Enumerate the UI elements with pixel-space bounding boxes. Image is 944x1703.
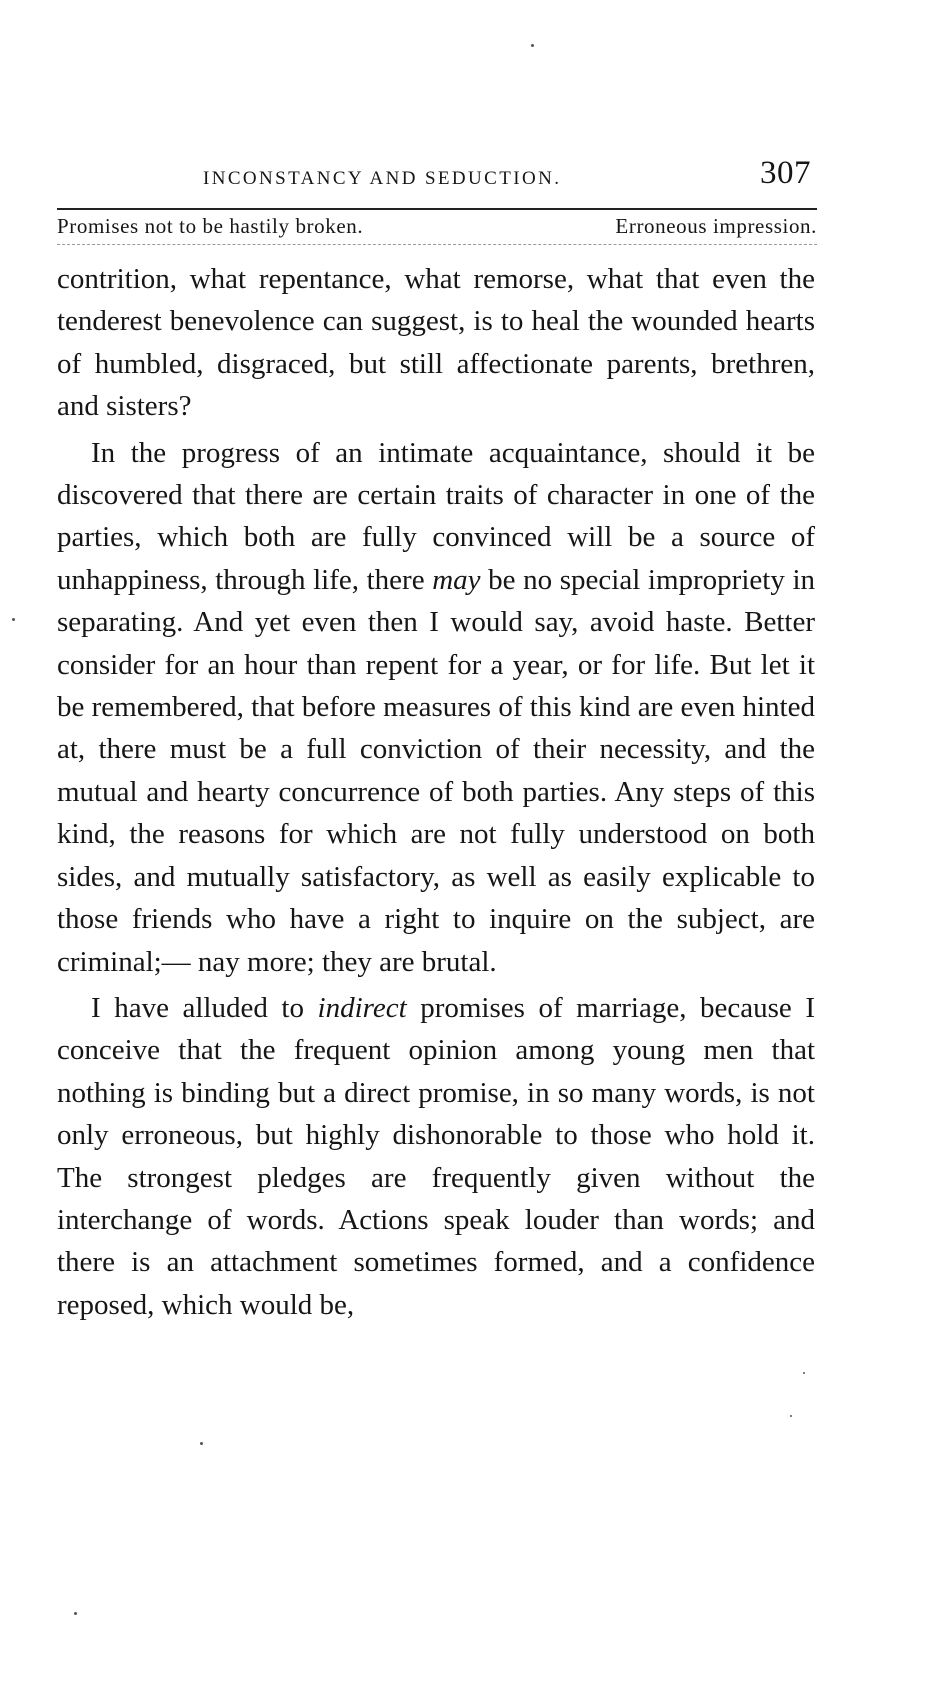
emphasis-may: may	[432, 563, 481, 596]
paragraph-1: contrition, what repentance, what remorse, what that even the tenderest benevolence can suggest, is to heal the wounded hearts of humbled, disgraced, but still affectionate parents, brethren, and sisters?	[57, 263, 815, 423]
subhead-rule	[57, 244, 817, 245]
header-rule	[57, 208, 817, 210]
speck	[200, 1442, 203, 1445]
marginal-heading-right: Erroneous impression.	[615, 214, 817, 238]
speck	[74, 1612, 77, 1615]
speck	[12, 618, 15, 621]
body-text	[57, 258, 815, 1326]
page-number: 307	[760, 155, 811, 191]
speck	[803, 1372, 805, 1374]
speck	[531, 44, 534, 47]
emphasis-indirect: indirect	[317, 991, 407, 1024]
paragraph-3: I have alluded to indirect promises of marriage, because I conceive that the frequent opinion among young men that nothing is binding but a direct promise, in so many words, is not only erroneous, but highly dishonorable to those who hold it. The strongest pledges are frequently given without the interchange of words. Actions speak louder than words; and there is an attachment sometimes formed, and a confidence reposed, which would be,	[57, 991, 815, 1321]
speck	[790, 1415, 792, 1417]
marginal-heading-left: Promises not to be hastily broken.	[57, 214, 364, 238]
paragraph-2: In the progress of an intimate acquaintance, should it be discovered that there are certain traits of character in one of the parties, which both are fully convinced will be a source of unhappiness, through life, there may be no special impropriety in separating. And yet even then I would say, avoid haste. Better consider for an hour than repent for a year, or for life. But let it be remembered, that before measures of this kind are even hinted at, there must be a full conviction of their necessity, and the mutual and hearty concurrence of both parties. Any steps of this kind, the reasons for which are not fully understood on both sides, and mutually satisfactory, as well as easily explicable to those friends who have a right to inquire on the subject, are criminal;— nay more; they are brutal.	[57, 436, 815, 978]
running-title: INCONSTANCY AND SEDUCTION.	[203, 168, 562, 189]
running-head	[57, 150, 815, 200]
